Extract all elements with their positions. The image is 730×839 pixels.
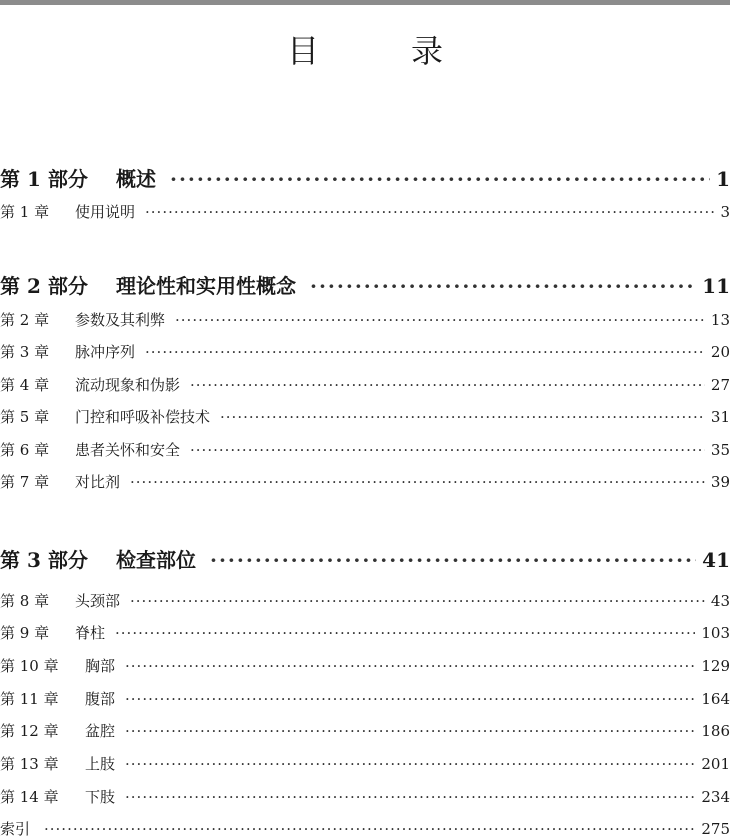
dot-leader [125, 722, 695, 740]
chapter-title: 胸部 [85, 657, 116, 675]
chapter-number: 第 8 章 [0, 592, 50, 610]
chapter-number: 第 2 章 [0, 311, 50, 329]
page-number: 164 [701, 690, 730, 708]
chapter-number: 第 10 章 [0, 657, 59, 675]
dot-leader [125, 690, 695, 708]
chapter-number: 第 14 章 [0, 788, 59, 806]
page-title: 目 录 [286, 32, 473, 70]
toc-chapter-10[interactable] [0, 655, 730, 676]
toc-chapter-5[interactable] [0, 406, 730, 427]
chapter-title: 脊柱 [75, 624, 106, 642]
page-number: 11 [702, 274, 730, 298]
page-number: 1 [716, 167, 730, 191]
toc-part-1[interactable] [0, 163, 730, 192]
dot-leader [115, 624, 695, 642]
chapter-number: 第 7 章 [0, 473, 50, 491]
part-number: 第 1 部分 [0, 167, 88, 191]
page-number: 129 [701, 657, 730, 675]
chapter-title: 腹部 [85, 690, 116, 708]
dot-leader [190, 376, 705, 394]
dot-leader [125, 788, 695, 806]
page-number: 3 [720, 203, 730, 221]
page-number: 13 [710, 311, 730, 329]
part-title: 检查部位 [116, 548, 196, 572]
chapter-title: 患者关怀和安全 [75, 441, 181, 459]
page-number: 41 [702, 548, 730, 572]
page-number: 43 [710, 592, 730, 610]
chapter-number: 第 13 章 [0, 755, 59, 773]
chapter-number: 第 4 章 [0, 376, 50, 394]
chapter-title: 下肢 [85, 788, 116, 806]
chapter-number: 第 6 章 [0, 441, 50, 459]
part-title: 理论性和实用性概念 [116, 274, 296, 298]
page-number: 186 [701, 722, 730, 740]
page-number: 31 [710, 408, 730, 426]
page-number: 35 [710, 441, 730, 459]
page-number: 39 [710, 473, 730, 491]
dot-leader [190, 441, 705, 459]
dot-leader [125, 755, 695, 773]
chapter-number: 第 3 章 [0, 343, 50, 361]
dot-leader [130, 473, 705, 491]
chapter-number: 第 12 章 [0, 722, 59, 740]
toc-chapter-11[interactable] [0, 688, 730, 709]
dot-leader [44, 820, 695, 838]
chapter-title: 流动现象和伪影 [75, 376, 181, 394]
dot-leader [170, 167, 710, 191]
toc-part-3[interactable] [0, 544, 730, 573]
dot-leader [125, 657, 695, 675]
part-number: 第 2 部分 [0, 274, 88, 298]
chapter-title: 脉冲序列 [75, 343, 136, 361]
toc-chapter-8[interactable] [0, 590, 730, 611]
toc-chapter-12[interactable] [0, 720, 730, 741]
chapter-title: 使用说明 [75, 203, 136, 221]
toc-chapter-1[interactable] [0, 201, 730, 222]
page-number: 103 [701, 624, 730, 642]
toc-chapter-6[interactable] [0, 439, 730, 460]
top-border-bar [0, 0, 730, 5]
part-number: 第 3 部分 [0, 548, 88, 572]
dot-leader [310, 274, 696, 298]
dot-leader [175, 311, 705, 329]
dot-leader [145, 203, 714, 221]
dot-leader [145, 343, 705, 361]
chapter-number: 第 11 章 [0, 690, 59, 708]
toc-index[interactable] [0, 818, 730, 839]
page-number: 275 [701, 820, 730, 838]
toc-chapter-13[interactable] [0, 753, 730, 774]
chapter-title: 参数及其利弊 [75, 311, 166, 329]
toc-chapter-14[interactable] [0, 786, 730, 807]
dot-leader [220, 408, 705, 426]
chapter-title: 对比剂 [75, 473, 121, 491]
toc-chapter-7[interactable] [0, 471, 730, 492]
chapter-title: 上肢 [85, 755, 116, 773]
part-title: 概述 [116, 167, 156, 191]
chapter-title: 门控和呼吸补偿技术 [75, 408, 211, 426]
toc-chapter-4[interactable] [0, 374, 730, 395]
page-number: 27 [710, 376, 730, 394]
dot-leader [210, 548, 696, 572]
toc-part-2[interactable] [0, 270, 730, 299]
chapter-title: 盆腔 [85, 722, 116, 740]
chapter-number: 第 1 章 [0, 203, 50, 221]
page-number: 20 [710, 343, 730, 361]
page-number: 201 [701, 755, 730, 773]
chapter-number: 第 5 章 [0, 408, 50, 426]
chapter-number: 第 9 章 [0, 624, 50, 642]
toc-chapter-3[interactable] [0, 341, 730, 362]
toc-chapter-9[interactable] [0, 622, 730, 643]
index-label: 索引 [0, 820, 31, 838]
page-number: 234 [701, 788, 730, 806]
dot-leader [130, 592, 705, 610]
chapter-title: 头颈部 [75, 592, 121, 610]
toc-chapter-2[interactable] [0, 309, 730, 330]
